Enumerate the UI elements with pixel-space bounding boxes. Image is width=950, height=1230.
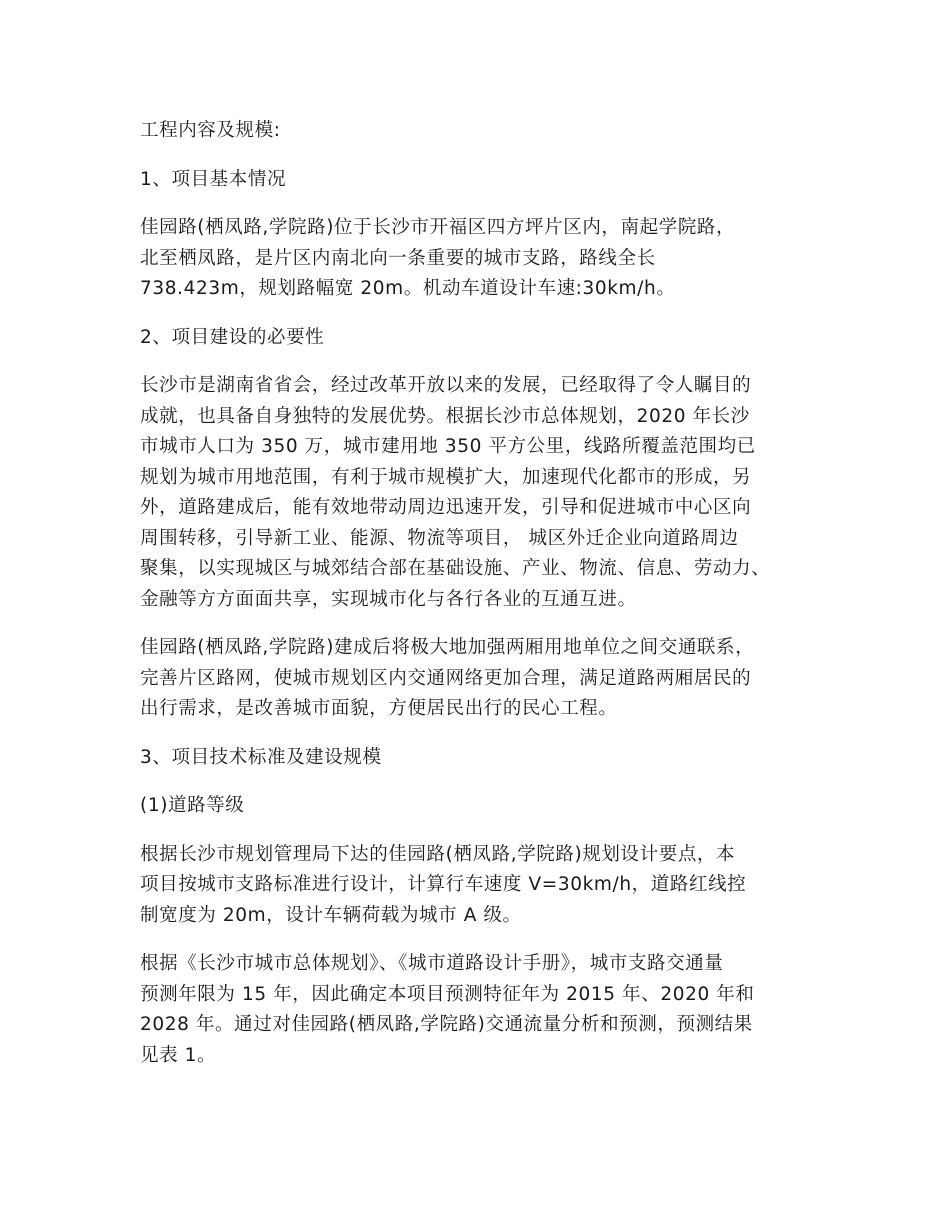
text-line: 738.423m，规划路幅宽 20m。机动车道设计车速:30km/h。	[140, 278, 676, 299]
paragraph-necessity	[140, 371, 830, 615]
section-heading-necessity: 2、项目建设的必要性	[140, 326, 325, 348]
paragraph-basic-info	[140, 213, 830, 305]
section-heading-basic-info: 1、项目基本情况	[140, 168, 287, 190]
text-line: 北至栖凤路，是片区内南北向一条重要的城市支路，路线全长	[140, 247, 656, 269]
document-title: 工程内容及规模:	[140, 120, 281, 141]
text-line: 制宽度为 20m，设计车辆荷载为城市 A 级。	[140, 904, 522, 926]
paragraph-traffic-forecast	[140, 949, 830, 1071]
text-line: 长沙市是湖南省省会，经过改革开放以来的发展，已经取得了令人瞩目的	[140, 375, 752, 396]
text-line: 聚集，以实现城区与城郊结合部在基础设施、产业、物流、信息、劳动力、	[140, 558, 771, 579]
text-line: 完善片区路网，使城市规划区内交通网络更加合理，满足道路两厢居民的	[140, 667, 752, 689]
text-line: 见表 1。	[140, 1044, 217, 1066]
paragraph-road-benefits	[140, 633, 830, 725]
text-line: 根据《长沙市城市总体规划》、《城市道路设计手册》，城市支路交通量	[140, 953, 724, 974]
section-heading-technical-standards: 3、项目技术标准及建设规模	[140, 746, 382, 768]
text-line: 成就，也具备自身独特的发展优势。根据长沙市总体规划，2020 年长沙	[140, 405, 750, 427]
text-line: 规划为城市用地范围，有利于城市规模扩大，加速现代化都市的形成，另	[140, 466, 752, 488]
text-line: 出行需求，是改善城市面貌，方便居民出行的民心工程。	[140, 698, 618, 719]
text-line: 项目按城市支路标准进行设计，计算行车速度 V=30km/h，道路红线控	[140, 874, 747, 895]
document-body	[140, 116, 830, 1089]
text-line: 市城市人口为 350 万，城市建用地 350 平方公里，线路所覆盖范围均已	[140, 436, 756, 457]
text-line: 外，道路建成后，能有效地带动周边迅速开发，引导和促进城市中心区向	[140, 497, 752, 518]
subsection-heading-road-grade: (1)道路等级	[140, 795, 245, 816]
text-line: 佳园路(栖凤路,学院路)位于长沙市开福区四方坪片区内，南起学院路，	[140, 217, 736, 238]
text-line: 根据长沙市规划管理局下达的佳园路(栖凤路,学院路)规划设计要点，本	[140, 843, 736, 865]
text-line: 周围转移，引导新工业、能源、物流等项目， 城区外迁企业向道路周边	[140, 527, 739, 549]
text-line: 佳园路(栖凤路,学院路)建成后将极大地加强两厢用地单位之间交通联系，	[140, 637, 755, 658]
paragraph-road-grade	[140, 840, 830, 932]
text-line: 预测年限为 15 年，因此确定本项目预测特征年为 2015 年、2020 年和	[140, 983, 755, 1005]
text-line: 金融等方方面面共享，实现城市化与各行各业的互通互进。	[140, 588, 637, 610]
text-line: 2028 年。通过对佳园路(栖凤路,学院路)交通流量分析和预测，预测结果	[140, 1014, 753, 1035]
